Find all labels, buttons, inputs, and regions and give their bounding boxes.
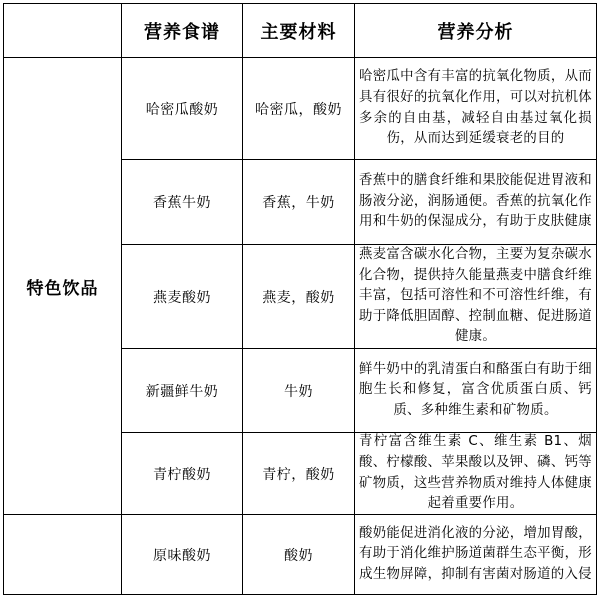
recipe-materials: 燕麦，酸奶 bbox=[262, 289, 335, 306]
recipe-analysis: 香蕉中的膳食纤维和果胶能促进胃液和肠液分泌，润肠通便。香蕉的抗氧化作用和牛奶的保湿成分，有助于皮肤健康 bbox=[359, 173, 592, 230]
recipe-analysis: 青柠富含维生素 C、维生素 B1、烟酸、柠檬酸、苹果酸以及钾、磷、钙等矿物质，这些营养物质对维持人体健康起着重要作用。 bbox=[359, 434, 592, 512]
recipe-name: 青柠酸奶 bbox=[153, 466, 211, 483]
recipe-analysis: 哈密瓜中含有丰富的抗氧化物质，从而具有很好的抗氧化作用，可以对抗机体多余的自由基，减轻自由基过氧化损伤，从而达到延缓衰老的目的 bbox=[359, 69, 592, 147]
recipe-analysis: 酸奶能促进消化液的分泌，增加胃酸，有助于消化维护肠道菌群生态平衡，形成生物屏障，抑制有害菌对肠道的入侵 bbox=[359, 525, 592, 582]
recipe-materials: 牛奶 bbox=[284, 383, 313, 400]
recipe-name: 新疆鲜牛奶 bbox=[145, 383, 219, 400]
header-recipe: 营养食谱 bbox=[144, 21, 220, 43]
recipe-materials: 香蕉，牛奶 bbox=[262, 195, 335, 211]
recipe-analysis: 燕麦富含碳水化合物，主要为复杂碳水化合物，提供持久能量燕麦中膳食纤维丰富，包括可溶性和不可溶性纤维，有助于降低胆固醇、控制血糖、促进肠道健康。 bbox=[359, 247, 592, 345]
recipe-name: 原味酸奶 bbox=[153, 547, 211, 564]
header-analysis: 营养分析 bbox=[437, 21, 514, 43]
category-label: 特色饮品 bbox=[26, 278, 99, 299]
recipe-name: 燕麦酸奶 bbox=[153, 289, 211, 306]
recipe-materials: 青柠，酸奶 bbox=[262, 466, 335, 483]
recipe-materials: 酸奶 bbox=[284, 547, 313, 564]
recipe-analysis: 鲜牛奶中的乳清蛋白和酪蛋白有助于细胞生长和修复，富含优质蛋白质、钙质、多种维生素和矿物质。 bbox=[359, 361, 592, 418]
recipe-name: 香蕉牛奶 bbox=[153, 195, 211, 211]
recipe-materials: 哈密瓜，酸奶 bbox=[255, 101, 342, 118]
recipe-name: 哈密瓜酸奶 bbox=[145, 101, 219, 118]
nutrition-table bbox=[3, 3, 597, 595]
header-materials: 主要材料 bbox=[260, 21, 337, 43]
